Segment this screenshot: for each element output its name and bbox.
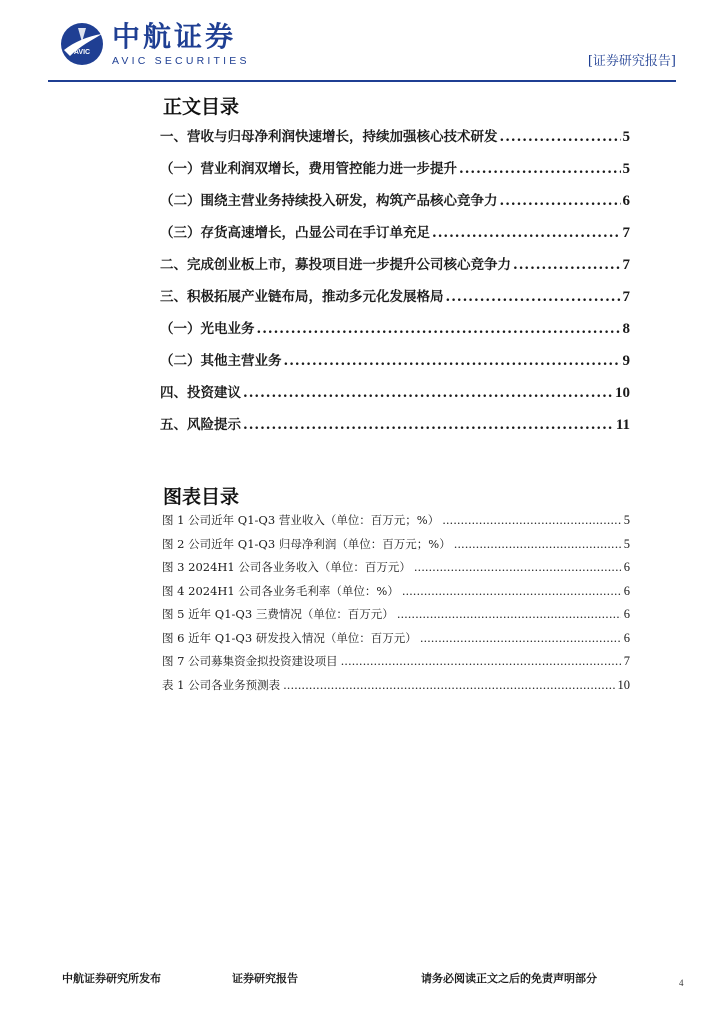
toc-entry-label: 一、营收与归母净利润快速增长，持续加强核心技术研发 (160, 129, 498, 145)
toc-entry-label: 二、完成创业板上市，募投项目进一步提升公司核心竞争力 (160, 257, 511, 273)
logo-badge-text: AVIC (73, 49, 91, 56)
toc-entry-label: （一）光电业务 (160, 321, 255, 337)
toc-entry[interactable] (160, 189, 630, 221)
figure-entry-page: 6 (623, 583, 630, 598)
dot-leader (283, 678, 614, 692)
dot-leader (446, 289, 621, 305)
toc-entry[interactable] (160, 285, 630, 317)
figure-entry[interactable] (162, 536, 630, 560)
dot-leader (500, 193, 621, 209)
toc-entry-label: （二）围绕主营业务持续投入研发，构筑产品核心竞争力 (160, 193, 498, 209)
figure-entry-page: 7 (623, 654, 630, 668)
figure-entry-label: 图 7 公司募集资金拟投资建设项目 (162, 654, 338, 668)
dot-leader (442, 513, 621, 527)
dot-leader (420, 631, 621, 645)
figure-index-list (162, 512, 630, 700)
figure-entry-page: 5 (623, 536, 630, 551)
toc-entry-label: （三）存货高速增长，凸显公司在手订单充足 (160, 225, 430, 241)
dot-leader (432, 225, 621, 241)
toc-entry[interactable] (160, 317, 630, 349)
figure-index-title: 图表目录 (163, 486, 240, 508)
toc-entry[interactable] (160, 253, 630, 285)
figure-entry[interactable] (162, 630, 630, 654)
toc-entry-page: 11 (615, 417, 630, 433)
page-number: 4 (679, 978, 684, 988)
figure-entry-page: 6 (623, 607, 630, 621)
dot-leader (341, 654, 621, 668)
figure-entry[interactable] (162, 559, 630, 583)
figure-entry[interactable] (162, 606, 630, 630)
toc-entry[interactable] (160, 125, 630, 157)
dot-leader (243, 417, 614, 433)
dot-leader (284, 353, 621, 369)
company-logo (58, 20, 250, 68)
report-type-tag: [证券研究报告] (587, 54, 676, 69)
brand-name-cn: 中航证券 (112, 20, 237, 53)
toc-entry-page: 7 (622, 289, 630, 305)
toc-entry-page: 8 (622, 321, 630, 337)
toc-entry-page: 7 (622, 225, 630, 241)
toc-entry-page: 10 (615, 385, 630, 401)
toc-entry-label: （一）营业利润双增长，费用管控能力进一步提升 (160, 161, 457, 177)
toc-entry[interactable] (160, 413, 630, 445)
toc-entry-page: 9 (622, 353, 630, 369)
dot-leader (513, 257, 621, 273)
figure-entry[interactable] (162, 653, 630, 677)
figure-entry-page: 10 (617, 677, 630, 692)
toc-title: 正文目录 (163, 96, 240, 118)
figure-entry-page: 6 (623, 560, 630, 574)
toc-entry[interactable] (160, 221, 630, 253)
toc-entry-page: 5 (622, 161, 630, 177)
toc-entry-label: 四、投资建议 (160, 385, 241, 401)
dot-leader (397, 607, 621, 621)
brand-name-en: AVIC SECURITIES (112, 55, 250, 67)
toc-entry-page: 5 (622, 129, 630, 145)
dot-leader (243, 385, 613, 401)
footer-report-type: 证券研究报告 (232, 972, 298, 985)
page-header (48, 20, 676, 82)
dot-leader (257, 321, 621, 337)
footer-publisher: 中航证券研究所发布 (62, 972, 161, 985)
figure-entry[interactable] (162, 677, 630, 701)
dot-leader (414, 560, 621, 574)
figure-entry-page: 6 (623, 630, 630, 645)
figure-entry[interactable] (162, 512, 630, 536)
dot-leader (459, 161, 621, 177)
figure-entry-label: 图 3 2024H1 公司各业务收入（单位：百万元） (162, 560, 411, 574)
header-divider (48, 80, 676, 82)
toc-entry[interactable] (160, 157, 630, 189)
figure-entry-label: 图 4 2024H1 公司各业务毛利率（单位：%） (162, 583, 399, 598)
figure-entry-label: 图 2 公司近年 Q1-Q3 归母净利润（单位：百万元；%） (162, 536, 451, 551)
toc-entry[interactable] (160, 349, 630, 381)
figure-entry-label: 图 6 近年 Q1-Q3 研发投入情况（单位：百万元） (162, 630, 417, 645)
avic-logo-icon (58, 20, 106, 68)
toc-entry[interactable] (160, 381, 630, 413)
figure-entry-label: 表 1 公司各业务预测表 (162, 677, 281, 692)
toc-entry-label: （二）其他主营业务 (160, 353, 282, 369)
toc-entry-page: 6 (622, 193, 630, 209)
toc-list (160, 125, 630, 445)
figure-entry-label: 图 5 近年 Q1-Q3 三费情况（单位：百万元） (162, 607, 394, 621)
figure-entry-label: 图 1 公司近年 Q1-Q3 营业收入（单位：百万元；%） (162, 513, 440, 527)
dot-leader (402, 584, 621, 598)
dot-leader (500, 129, 621, 145)
toc-entry-label: 三、积极拓展产业链布局，推动多元化发展格局 (160, 289, 444, 305)
dot-leader (454, 537, 621, 551)
figure-entry[interactable] (162, 583, 630, 607)
toc-entry-page: 7 (622, 257, 630, 273)
toc-entry-label: 五、风险提示 (160, 417, 241, 433)
figure-entry-page: 5 (623, 513, 630, 527)
footer-disclaimer: 请务必阅读正文之后的免责声明部分 (421, 972, 597, 985)
